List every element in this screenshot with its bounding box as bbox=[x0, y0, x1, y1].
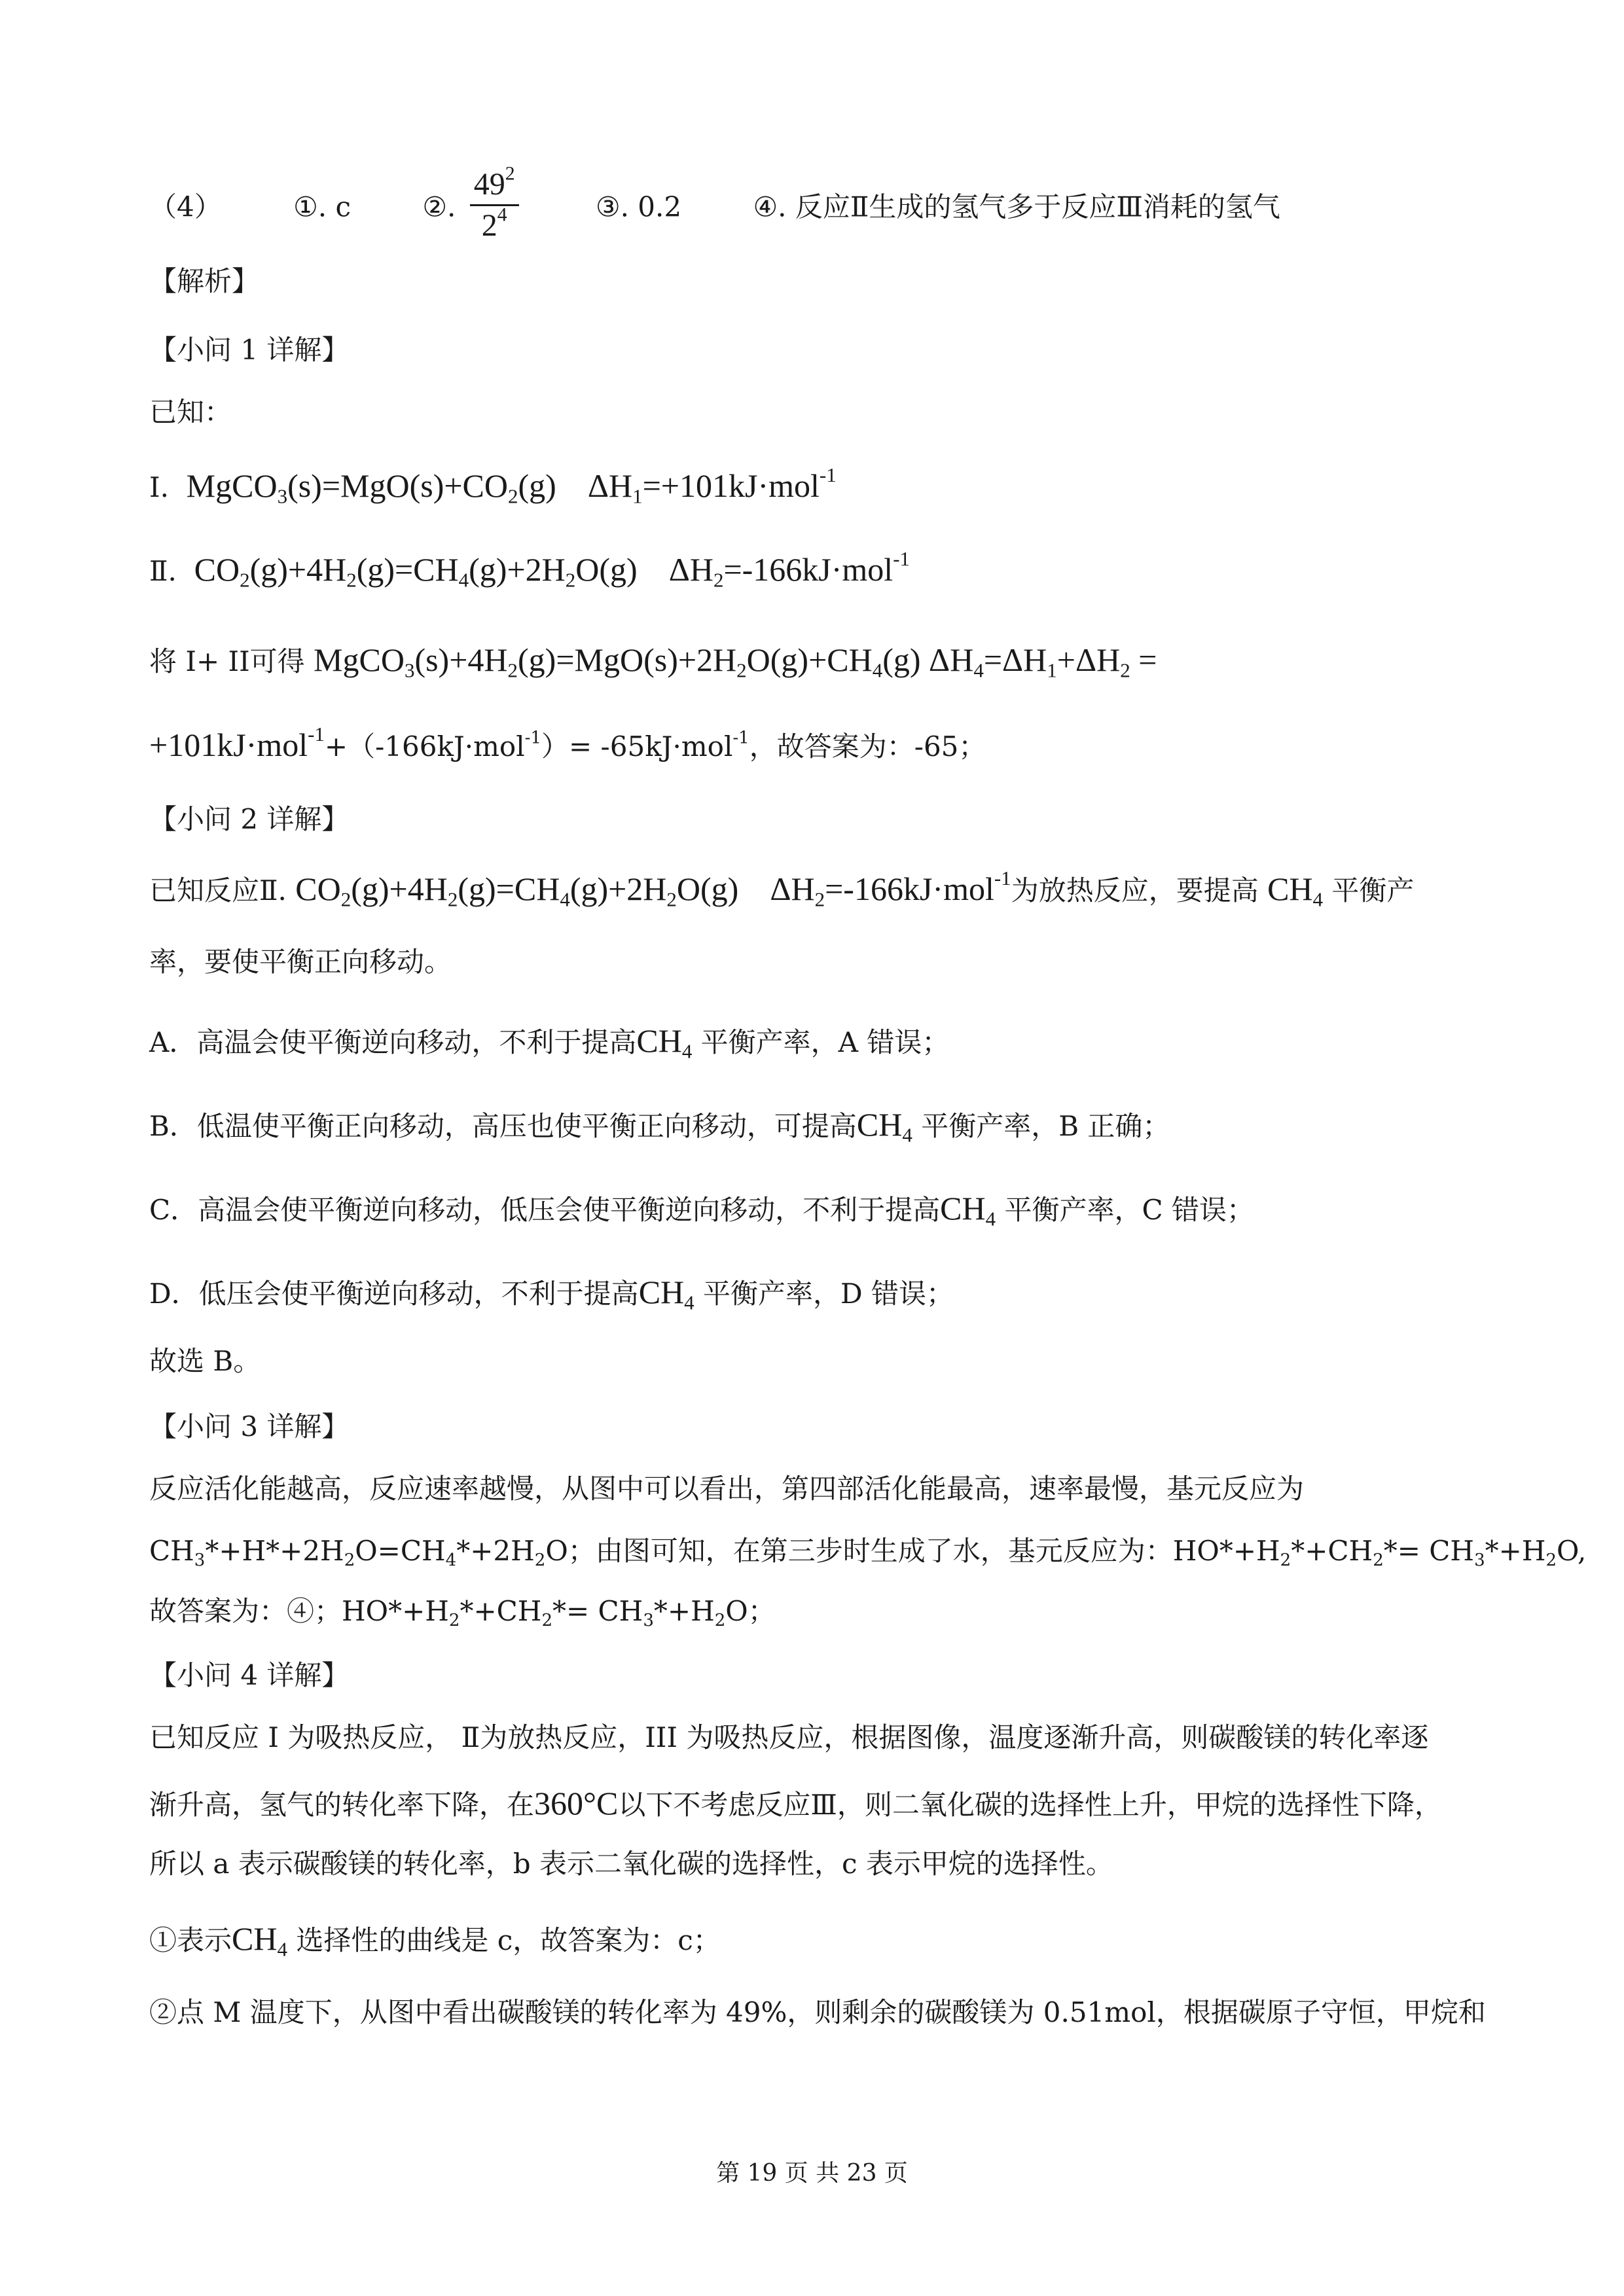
temperature-value: 360°C bbox=[534, 1785, 619, 1821]
result-term-1: +101kJ·mol bbox=[149, 726, 308, 763]
q3-line-3-prefix: 故答案为：④； bbox=[149, 1595, 342, 1627]
result-tail: ，故答案为：-65； bbox=[749, 730, 986, 762]
q3-line-2: $CH_3*+H*+2H_2O=CH_4*+2H_2O$；由图可知，在第三步时生成了水，基元反应为：$HO*+H_2*+CH_2*= CH_3*+H_2O$, bbox=[149, 1535, 1587, 1570]
option-c-text-2: 平衡产率，C 错误； bbox=[1004, 1194, 1254, 1226]
q2-intro-suffix-2: 平衡产 bbox=[1331, 874, 1415, 906]
option-b-text-2: 平衡产率，B 正确； bbox=[921, 1110, 1170, 1142]
answer-4-label: （4） bbox=[149, 190, 222, 223]
q4-heading: 【小问 4 详解】 bbox=[149, 1659, 350, 1691]
answer-4-part-1: ①. c bbox=[293, 190, 351, 223]
fraction-denominator: 2 bbox=[481, 208, 497, 243]
option-a-text-2: 平衡产率，A 错误； bbox=[700, 1026, 950, 1058]
q1-equation-2: Ⅱ. $CO_2(g)+4H_2(g)=CH_4(g)+2H_2O(g)$ $\Delta H_2=-166kJ\cdot mol^{-1}$ bbox=[149, 547, 911, 592]
option-b-text-1: B．低温使平衡正向移动，高压也使平衡正向移动，可提高 bbox=[149, 1110, 857, 1142]
q1-known: 已知： bbox=[149, 396, 232, 428]
q1-equation-1: I. $MgCO_3(s)=MgO(s)+CO_2(g)$ $\Delta H_1=+101kJ\cdot mol^{-1}$ bbox=[149, 463, 837, 508]
fraction bbox=[470, 162, 519, 245]
fraction-numerator: 49 bbox=[473, 167, 505, 202]
q4-line-4: ①表示$CH_4$ 选择性的曲线是 c，故答案为：c； bbox=[149, 1920, 721, 1961]
numerator-exponent: 2 bbox=[505, 162, 515, 185]
answer-4-part-2-label: ②. bbox=[422, 190, 456, 223]
result-term-3: ）= -65kJ·mol bbox=[541, 730, 733, 762]
q4-line-1: 已知反应 I 为吸热反应， Ⅱ为放热反应，III 为吸热反应，根据图像，温度逐渐升高，则碳酸镁的转化率逐 bbox=[149, 1721, 1429, 1753]
q2-heading: 【小问 2 详解】 bbox=[149, 803, 350, 835]
q3-line-1: 反应活化能越高，反应速率越慢，从图中可以看出，第四部活化能最高，速率最慢，基元反应为 bbox=[149, 1473, 1305, 1505]
answer-4-part-3: ③. 0.2 bbox=[595, 190, 682, 223]
analysis-heading: 【解析】 bbox=[149, 265, 260, 297]
q2-intro-suffix-1: 为放热反应，要提高 bbox=[1011, 874, 1259, 906]
q2-option-a: A．高温会使平衡逆向移动，不利于提高$CH_4$ 平衡产率，A 错误； bbox=[149, 1022, 950, 1063]
option-a-text-1: A．高温会使平衡逆向移动，不利于提高 bbox=[149, 1026, 637, 1058]
q2-intro: 已知反应Ⅱ. $CO_2(g)+4H_2(g)=CH_4(g)+2H_2O(g)$ $\Delta H_2=-166kJ\cdot mol^{-1}$为放热反应，要提高 $CH_4$ 平衡产 bbox=[149, 866, 1415, 911]
q2-option-d: D．低压会使平衡逆向移动，不利于提高$CH_4$ 平衡产率，D 错误； bbox=[149, 1274, 954, 1314]
q4-line-4-a: ①表示 bbox=[149, 1924, 232, 1956]
q2-intro-prefix: 已知反应Ⅱ. bbox=[149, 874, 287, 906]
option-c-text-1: C．高温会使平衡逆向移动，低压会使平衡逆向移动，不利于提高 bbox=[149, 1194, 941, 1226]
q2-option-b: B．低温使平衡正向移动，高压也使平衡正向移动，可提高$CH_4$ 平衡产率，B 正确； bbox=[149, 1106, 1170, 1147]
answer-4-line bbox=[149, 162, 1493, 249]
eq2-label: Ⅱ. bbox=[149, 555, 177, 587]
q3-heading: 【小问 3 详解】 bbox=[149, 1410, 350, 1443]
q2-conclusion: 故选 B。 bbox=[149, 1345, 261, 1377]
q4-line-4-b: 选择性的曲线是 c，故答案为：c； bbox=[296, 1924, 721, 1956]
q1-combined-equation: 将 I+ II可得 $MgCO_3(s)+4H_2(g)=MgO(s)+2H_2O(g)+CH_4(g) \Delta H_4=\Delta H_1+\Delta H_2$ = bbox=[149, 641, 1157, 682]
q3-line-3: 故答案为：④；$HO*+H_2*+CH_2*= CH_3*+H_2O$； bbox=[149, 1595, 776, 1630]
denominator-exponent: 4 bbox=[497, 204, 507, 226]
q4-line-2-a: 渐升高，氢气的转化率下降，在 bbox=[149, 1789, 535, 1821]
q2-option-c: C．高温会使平衡逆向移动，低压会使平衡逆向移动，不利于提高$CH_4$ 平衡产率，C 错误； bbox=[149, 1190, 1254, 1230]
answer-4-part-4: ④. 反应Ⅱ生成的氢气多于反应Ⅲ消耗的氢气 bbox=[753, 190, 1280, 223]
option-d-text-1: D．低压会使平衡逆向移动，不利于提高 bbox=[149, 1278, 639, 1310]
q4-line-2 bbox=[149, 1784, 1493, 1825]
q4-line-5: ②点 M 温度下，从图中看出碳酸镁的转化率为 49%，则剩余的碳酸镁为 0.51mol，根据碳原子守恒，甲烷和 bbox=[149, 1996, 1486, 2028]
eq1-label: I. bbox=[149, 471, 169, 503]
q4-line-3: 所以 a 表示碳酸镁的转化率，b 表示二氧化碳的选择性，c 表示甲烷的选择性。 bbox=[149, 1848, 1113, 1880]
q1-result-line: +101kJ·mol$^{-1}$+（-166kJ·mol$^{-1}$）= -65kJ·mol$^{-1}$，故答案为：-65； bbox=[149, 722, 986, 763]
result-term-2: +（-166kJ·mol bbox=[324, 730, 525, 762]
combine-prefix: 将 I+ II可得 bbox=[149, 645, 305, 677]
q3-line-2-mid: ；由图可知，在第三步时生成了水，基元反应为： bbox=[568, 1535, 1173, 1567]
page-footer: 第 19 页 共 23 页 bbox=[716, 2160, 908, 2187]
q4-line-2-b: 以下不考虑反应Ⅲ，则二氧化碳的选择性上升，甲烷的选择性下降， bbox=[618, 1789, 1442, 1821]
option-d-text-2: 平衡产率，D 错误； bbox=[703, 1278, 954, 1310]
q2-intro-line-2: 率，要使平衡正向移动。 bbox=[149, 946, 452, 978]
q1-heading: 【小问 1 详解】 bbox=[149, 334, 350, 366]
